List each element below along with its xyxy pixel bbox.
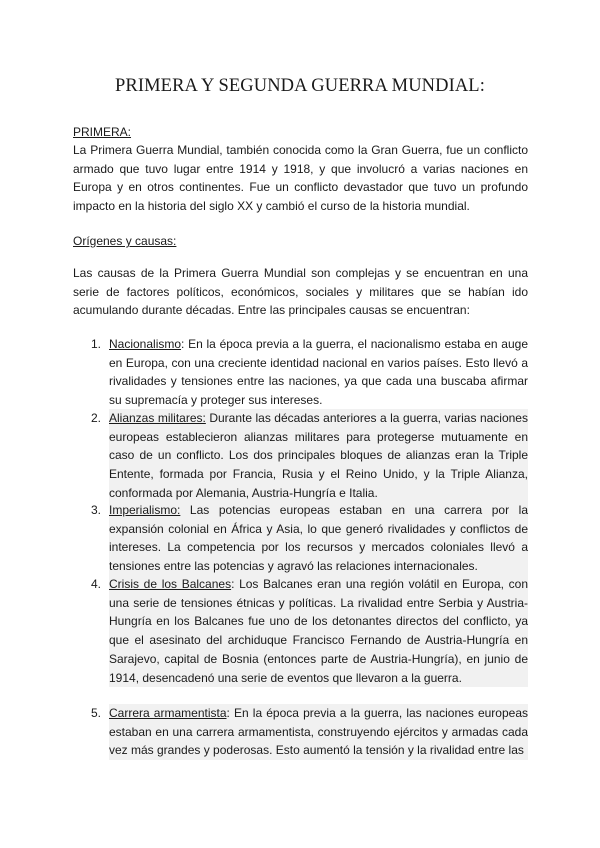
list-item-term: Carrera armamentista [109,706,227,720]
list-number: 3. [91,503,102,517]
list-item [91,335,528,410]
list-item-term: Crisis de los Balcanes [109,577,232,591]
list-item [91,409,528,503]
list-number: 1. [91,337,102,351]
list-item-body [109,575,528,687]
list-item [91,501,528,576]
document-title: PRIMERA Y SEGUNDA GUERRA MUNDIAL: [115,76,485,96]
section-heading-origenes: Orígenes y causas: [73,234,177,248]
list-item-text: : En la época previa a la guerra, el nacionalismo estaba en auge en Europa, con una creciente identidad nacional en varios países. Esto llevó a rivalidades y tensiones entre las naciones, ya que cada una buscaba afirmar su supremacía y proteger sus intereses. [109,337,528,408]
list-item-body [109,409,528,503]
list-item-body [109,501,528,576]
list-number: 2. [91,411,102,425]
list-item [91,704,528,760]
list-item [91,575,528,687]
list-item-body [109,335,528,410]
list-item-term: Alianzas militares: [109,411,206,425]
list-item-text: : Los Balcanes eran una región volátil en Europa, con una serie de tensiones étnicas y políticas. La rivalidad entre Serbia y Austria-Hungría en los Balcanes fue uno de los detonantes directos del conflicto, ya que el asesinato del archiduque Francisco Fernando de Austria-Hungría en Sarajevo, capital de Bosnia (entonces parte de Austria-Hungría), en junio de 1914, desencadenó una serie de eventos que llevaron a la guerra. [109,577,528,685]
section-heading-primera: PRIMERA: [73,125,132,139]
causes-intro-paragraph: Las causas de la Primera Guerra Mundial son complejas y se encuentran en una serie de factores políticos, económicos, sociales y militares que se habían ido acumulando durante décadas. Entre las principales causas se encuentran: [73,266,528,318]
list-item-term: Nacionalismo [109,337,182,351]
list-item-term: Imperialismo: [109,503,181,517]
intro-paragraph: La Primera Guerra Mundial, también conocida como la Gran Guerra, fue un conflicto armado que tuvo lugar entre 1914 y 1918, y que involucró a varias naciones en Europa y en otros continentes. Fue un conflicto devastador que tuvo un profundo impacto en la historia del siglo XX y cambió el curso de la historia mundial. [73,143,528,214]
list-item-text: : En la época previa a la guerra, las naciones europeas estaban en una carrera armamentista, construyendo ejércitos y armadas cada vez más grandes y poderosas. Esto aumentó la tensión y la rivalidad entre las [109,706,528,758]
list-item-text: Durante las décadas anteriores a la guerra, varias naciones europeas establecieron alianzas militares para protegerse mutuamente en caso de un conflicto. Los dos principales bloques de alianzas eran la Triple Entente, formada por Francia, Rusia y el Reino Unido, y la Triple Alianza, conformada por Alemania, Austria-Hungría e Italia. [109,411,528,500]
list-number: 5. [91,706,102,720]
list-item-body [109,704,528,760]
list-item-text: Las potencias europeas estaban en una carrera por la expansión colonial en África y Asia, lo que generó rivalidades y conflictos de intereses. La competencia por los recursos y mercados coloniales llevó a tensiones entre las potencias y agravó las relaciones internacionales. [109,503,528,574]
list-number: 4. [91,577,102,591]
